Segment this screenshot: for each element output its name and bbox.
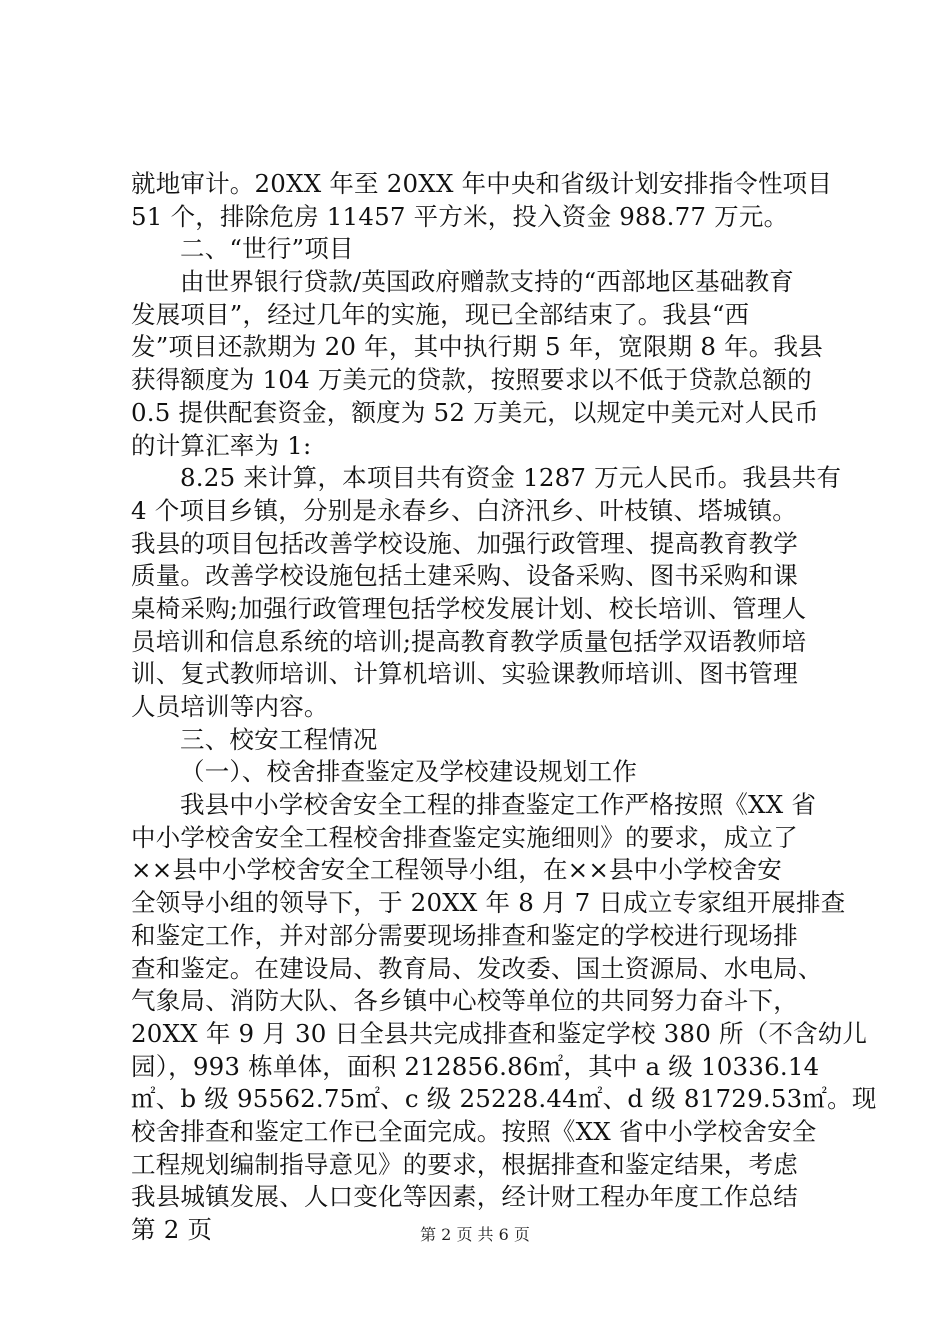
text-line: 人员培训等内容。 [131,692,329,721]
document-body [131,168,877,1247]
text-line: 的计算汇率为 1: [131,430,312,460]
text-line: 4 个项目乡镇，分别是永春乡、白济汛乡、叶枝镇、塔城镇。 [131,495,797,525]
text-line: 全领导小组的领导下，于 20XX 年 8 月 7 日成立专家组开展排查 [131,888,846,918]
text-line: 查和鉴定。在建设局、教育局、发改委、国土资源局、水电局、 [131,953,823,983]
text-line: 发”项目还款期为 20 年，其中执行期 5 年，宽限期 8 年。我县 [131,332,823,362]
text-line: ㎡、b 级 95562.75㎡、c 级 25228.44㎡、d 级 81729.53㎡。现 [131,1084,877,1114]
page-footer: 第 2 页 共 6 页 [420,1225,530,1244]
text-line: 8.25 来计算，本项目共有资金 1287 万元人民币。我县共有 [180,463,842,493]
text-line: （一）、校舍排查鉴定及学校建设规划工作 [180,757,638,787]
text-line: 就地审计。20XX 年至 20XX 年中央和省级计划安排指令性项目 [131,169,833,198]
text-line: 51 个，排除危房 11457 平方米，投入资金 988.77 万元。 [131,201,789,231]
text-line: 20XX 年 9 月 30 日全县共完成排查和鉴定学校 380 所（不含幼儿 [131,1018,868,1048]
text-line: 0.5 提供配套资金，额度为 52 万美元，以规定中美元对人民币 [131,397,819,427]
text-line: 由世界银行贷款/英国政府赠款支持的“西部地区基础教育 [180,267,794,297]
text-line: 三、校安工程情况 [180,724,378,754]
text-line: 和鉴定工作，并对部分需要现场排查和鉴定的学校进行现场排 [131,920,798,950]
text-line: 我县的项目包括改善学校设施、加强行政管理、提高教育教学 [131,528,798,558]
text-line: 桌椅采购;加强行政管理包括学校发展计划、校长培训、管理人 [131,593,807,623]
text-line: 我县城镇发展、人口变化等因素，经计财工程办年度工作总结 [131,1182,798,1212]
text-line: ××县中小学校舍安全工程领导小组，在××县中小学校舍安 [131,855,783,885]
text-line: 校舍排查和鉴定工作已全面完成。按照《XX 省中小学校舍安全 [131,1116,817,1146]
text-line: 我县中小学校舍安全工程的排查鉴定工作严格按照《XX 省 [180,790,817,820]
text-line: 训、复式教师培训、计算机培训、实验课教师培训、图书管理 [131,659,798,689]
text-line: 气象局、消防大队、各乡镇中心校等单位的共同努力奋斗下， [131,986,798,1016]
text-line: 发展项目”，经过几年的实施，现已全部结束了。我县“西 [131,299,750,329]
text-line: 二、“世行”项目 [180,234,354,264]
text-line: 中小学校舍安全工程校舍排查鉴定实施细则》的要求，成立了 [131,822,798,852]
text-line: 工程规划编制指导意见》的要求，根据排查和鉴定结果，考虑 [131,1149,798,1179]
text-line: 获得额度为 104 万美元的贷款，按照要求以不低于贷款总额的 [131,365,812,395]
text-line: 质量。改善学校设施包括土建采购、设备采购、图书采购和课 [131,561,798,591]
text-line: 员培训和信息系统的培训;提高教育教学质量包括学双语教师培 [131,626,807,656]
text-line: 园），993 栋单体，面积 212856.86㎡，其中 a 级 10336.14 [131,1051,820,1081]
text-line: 第 2 页 [131,1215,213,1244]
